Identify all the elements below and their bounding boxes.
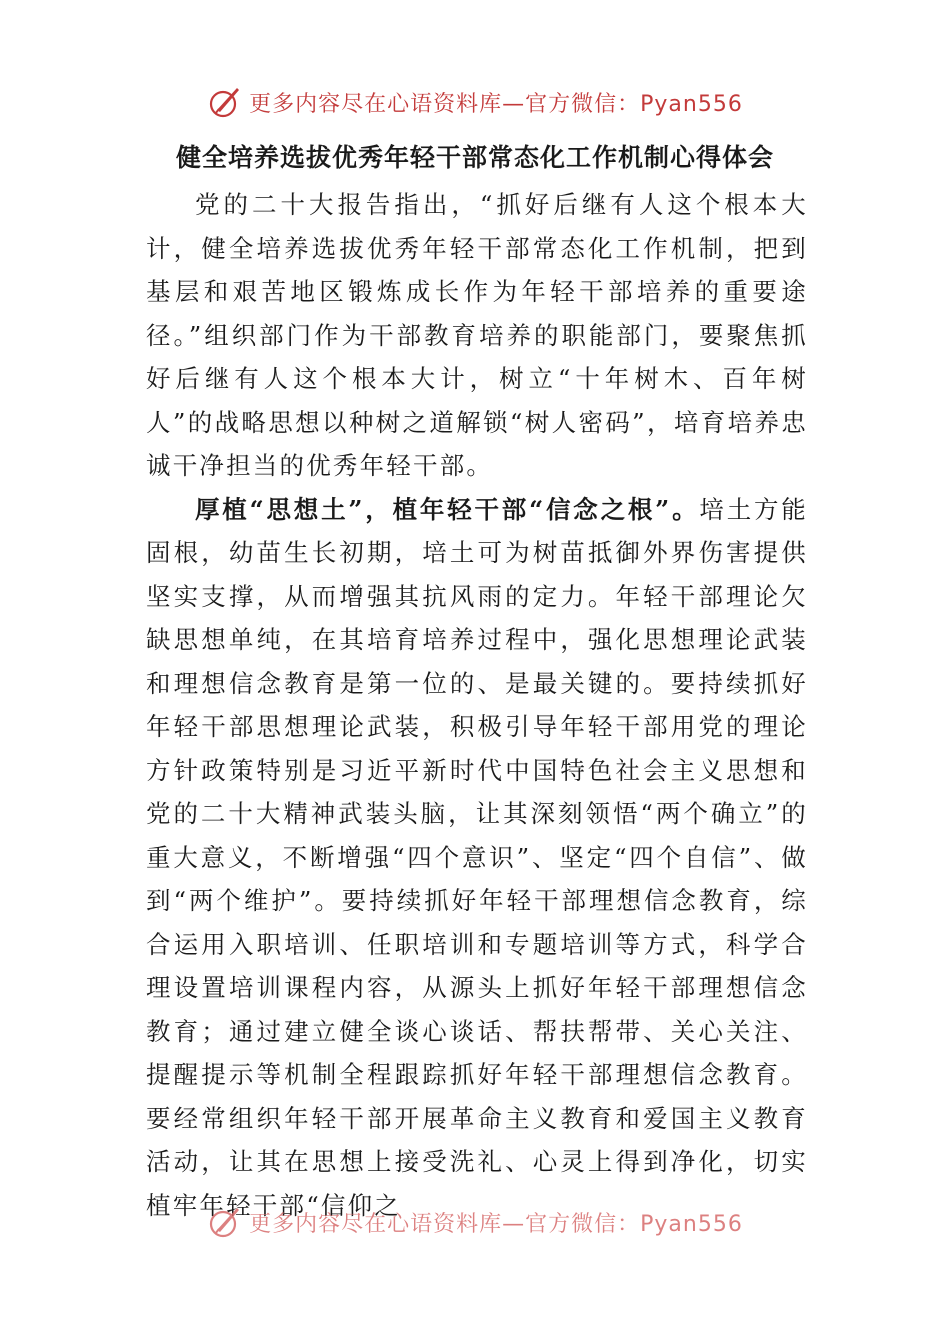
header-watermark	[0, 80, 950, 124]
paragraph-intro: 党的二十大报告指出，“抓好后继有人这个根本大计，健全培养选拔优秀年轻干部常态化工作机制，把到基层和艰苦地区锻炼成长作为年轻干部培养的重要途径。”组织部门作为干部教育培养的职能部门，要聚焦抓好后继有人这个根本大计，树立“十年树木、百年树人”的战略思想以种树之道解锁“树人密码”，培育培养忠诚干净担当的优秀年轻干部。	[146, 190, 808, 480]
document-title: 健全培养选拔优秀年轻干部常态化工作机制心得体会	[175, 143, 774, 172]
quill-logo-icon	[207, 1204, 243, 1240]
quill-logo-icon	[207, 84, 243, 120]
footer-watermark	[0, 1200, 950, 1244]
document-body	[146, 183, 808, 1227]
watermark-text: 更多内容尽在心语资料库—官方微信：Pyan556	[249, 91, 743, 117]
section-body: 培土方能固根，幼苗生长初期，培土可为树苗抵御外界伤害提供坚实支撑，从而增强其抗风雨的定力。年轻干部理论欠缺思想单纯，在其培育培养过程中，强化思想理论武装和理想信念教育是第一位的、是最关键的。要持续抓好年轻干部思想理论武装，积极引导年轻干部用党的理论方针政策特别是习近平新时代中国特色社会主义思想和党的二十大精神武装头脑，让其深刻领悟“两个确立”的重大意义，不断增强“四个意识”、坚定“四个自信”、做到“两个维护”。要持续抓好年轻干部理想信念教育，综合运用入职培训、任职培训和专题培训等方式，科学合理设置培训课程内容，从源头上抓好年轻干部理想信念教育；通过建立健全谈心谈话、帮扶帮带、关心关注、提醒提示等机制全程跟踪抓好年轻干部理想信念教育。要经常组织年轻干部开展革命主义教育和爱国主义教育活动，让其在思想上接受洗礼、心灵上得到净化，切实植牢年轻干部“信仰之	[146, 494, 808, 1220]
watermark-text: 更多内容尽在心语资料库—官方微信：Pyan556	[249, 1211, 743, 1237]
section-heading: 厚植“思想土”，植年轻干部“信念之根”。	[195, 494, 700, 524]
paragraph-section-1	[146, 488, 808, 1228]
